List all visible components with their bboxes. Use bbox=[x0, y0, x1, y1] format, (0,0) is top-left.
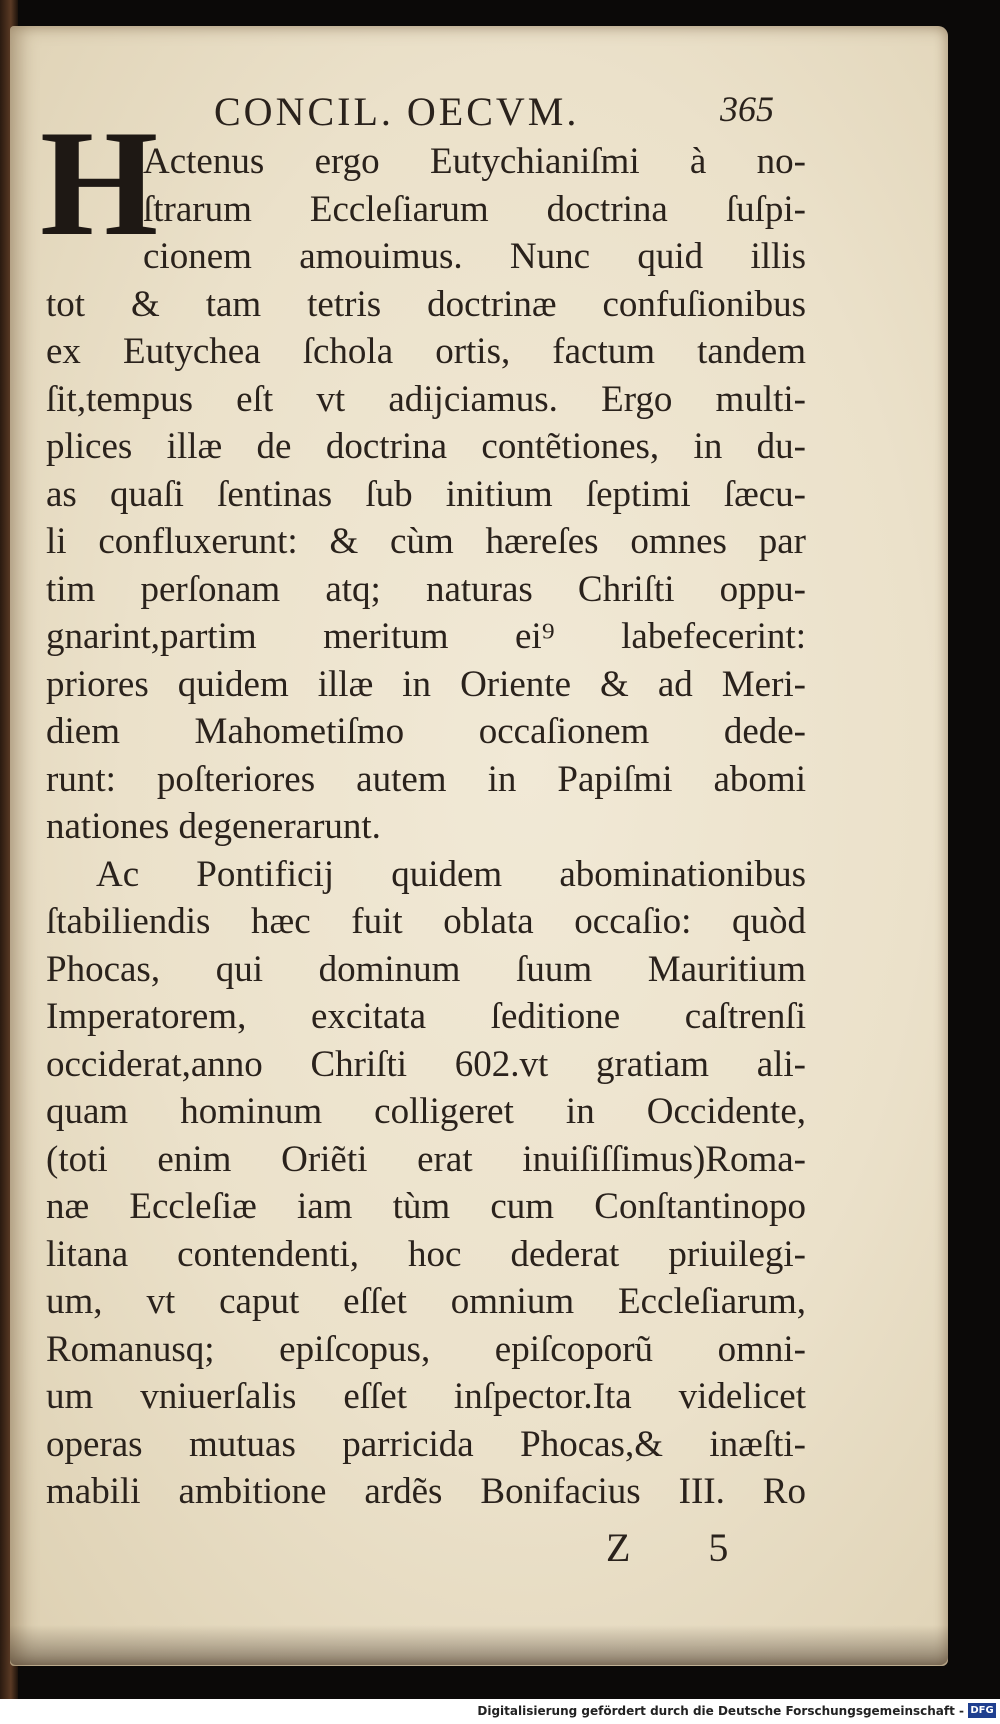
text-line: plices illæ de doctrina contẽtiones, in du- bbox=[46, 426, 806, 467]
text-line: Phocas, qui dominum ſuum Mauritium bbox=[46, 948, 806, 990]
page-number: 365 bbox=[720, 89, 774, 129]
text-line: um, vt caput eſſet omnium Eccleſiarum, bbox=[46, 1281, 806, 1322]
funding-credit: Digitalisierung gefördert durch die Deutsche Forschungsgemeinschaft - bbox=[477, 1704, 964, 1718]
text-line: mabili ambitione ardẽs Bonifacius III. Ro bbox=[46, 1471, 806, 1512]
text-line: ex Eutychea ſchola ortis, factum tandem bbox=[46, 331, 806, 372]
digitization-footer bbox=[0, 1699, 1000, 1724]
text-line: li confluxerunt: & cùm hæreſes omnes par bbox=[46, 521, 806, 562]
text-line: quam hominum colligeret in Occidente, bbox=[46, 1091, 806, 1132]
text-line: um vniuerſalis eſſet inſpector.Ita videlicet bbox=[46, 1376, 806, 1417]
text-line: ſtrarum Eccleſiarum doctrina ſuſpi- bbox=[143, 188, 806, 230]
text-line: priores quidem illæ in Oriente & ad Meri- bbox=[46, 663, 806, 705]
text-line: nationes degenerarunt. bbox=[46, 806, 381, 847]
text-line: næ Eccleſiæ iam tùm cum Conſtantinopo bbox=[46, 1186, 806, 1227]
text-line: runt: poſteriores autem in Papiſmi abomi bbox=[46, 758, 806, 800]
text-line: diem Mahometiſmo occaſionem dede- bbox=[46, 711, 806, 752]
text-line: tim perſonam atq; naturas Chriſti oppu- bbox=[46, 568, 806, 610]
body-text bbox=[46, 138, 806, 1516]
text-line: (toti enim Oriẽti erat inuiſiſſimus)Roma- bbox=[46, 1138, 806, 1180]
drop-cap-initial: H bbox=[40, 99, 159, 267]
text-line: Ac Pontificij quidem abominationibus bbox=[96, 853, 806, 895]
text-line: occiderat,anno Chriſti 602.vt gratiam ali- bbox=[46, 1043, 806, 1085]
text-line: cionem amouimus. Nunc quid illis bbox=[143, 236, 806, 277]
text-line: Imperatorem, excitata ſeditione caſtrenſi bbox=[46, 996, 806, 1037]
text-line: as quaſi ſentinas ſub initium ſeptimi ſæcu- bbox=[46, 473, 806, 515]
text-line: ſtabiliendis hæc fuit oblata occaſio: quòd bbox=[46, 901, 806, 942]
text-line: Actenus ergo Eutychianiſmi à no- bbox=[143, 141, 806, 182]
text-line: Romanusq; epiſcopus, epiſcoporũ omni- bbox=[46, 1328, 806, 1370]
text-line: operas mutuas parricida Phocas,& inæſti- bbox=[46, 1423, 806, 1465]
signature-mark: Z 5 bbox=[606, 1525, 763, 1570]
text-line: litana contendenti, hoc dederat priuilegi- bbox=[46, 1233, 806, 1275]
running-head-title: CONCIL. OECVM. bbox=[214, 89, 580, 134]
text-line: tot & tam tetris doctrinæ confuſionibus bbox=[46, 283, 806, 325]
page-bottom-shadow bbox=[10, 1625, 948, 1665]
text-line: gnarint,partim meritum ei⁹ labefecerint: bbox=[46, 616, 806, 657]
dfg-logo-icon: DFG bbox=[968, 1703, 996, 1718]
text-line: ſit,tempus eſt vt adijciamus. Ergo multi- bbox=[46, 378, 806, 420]
